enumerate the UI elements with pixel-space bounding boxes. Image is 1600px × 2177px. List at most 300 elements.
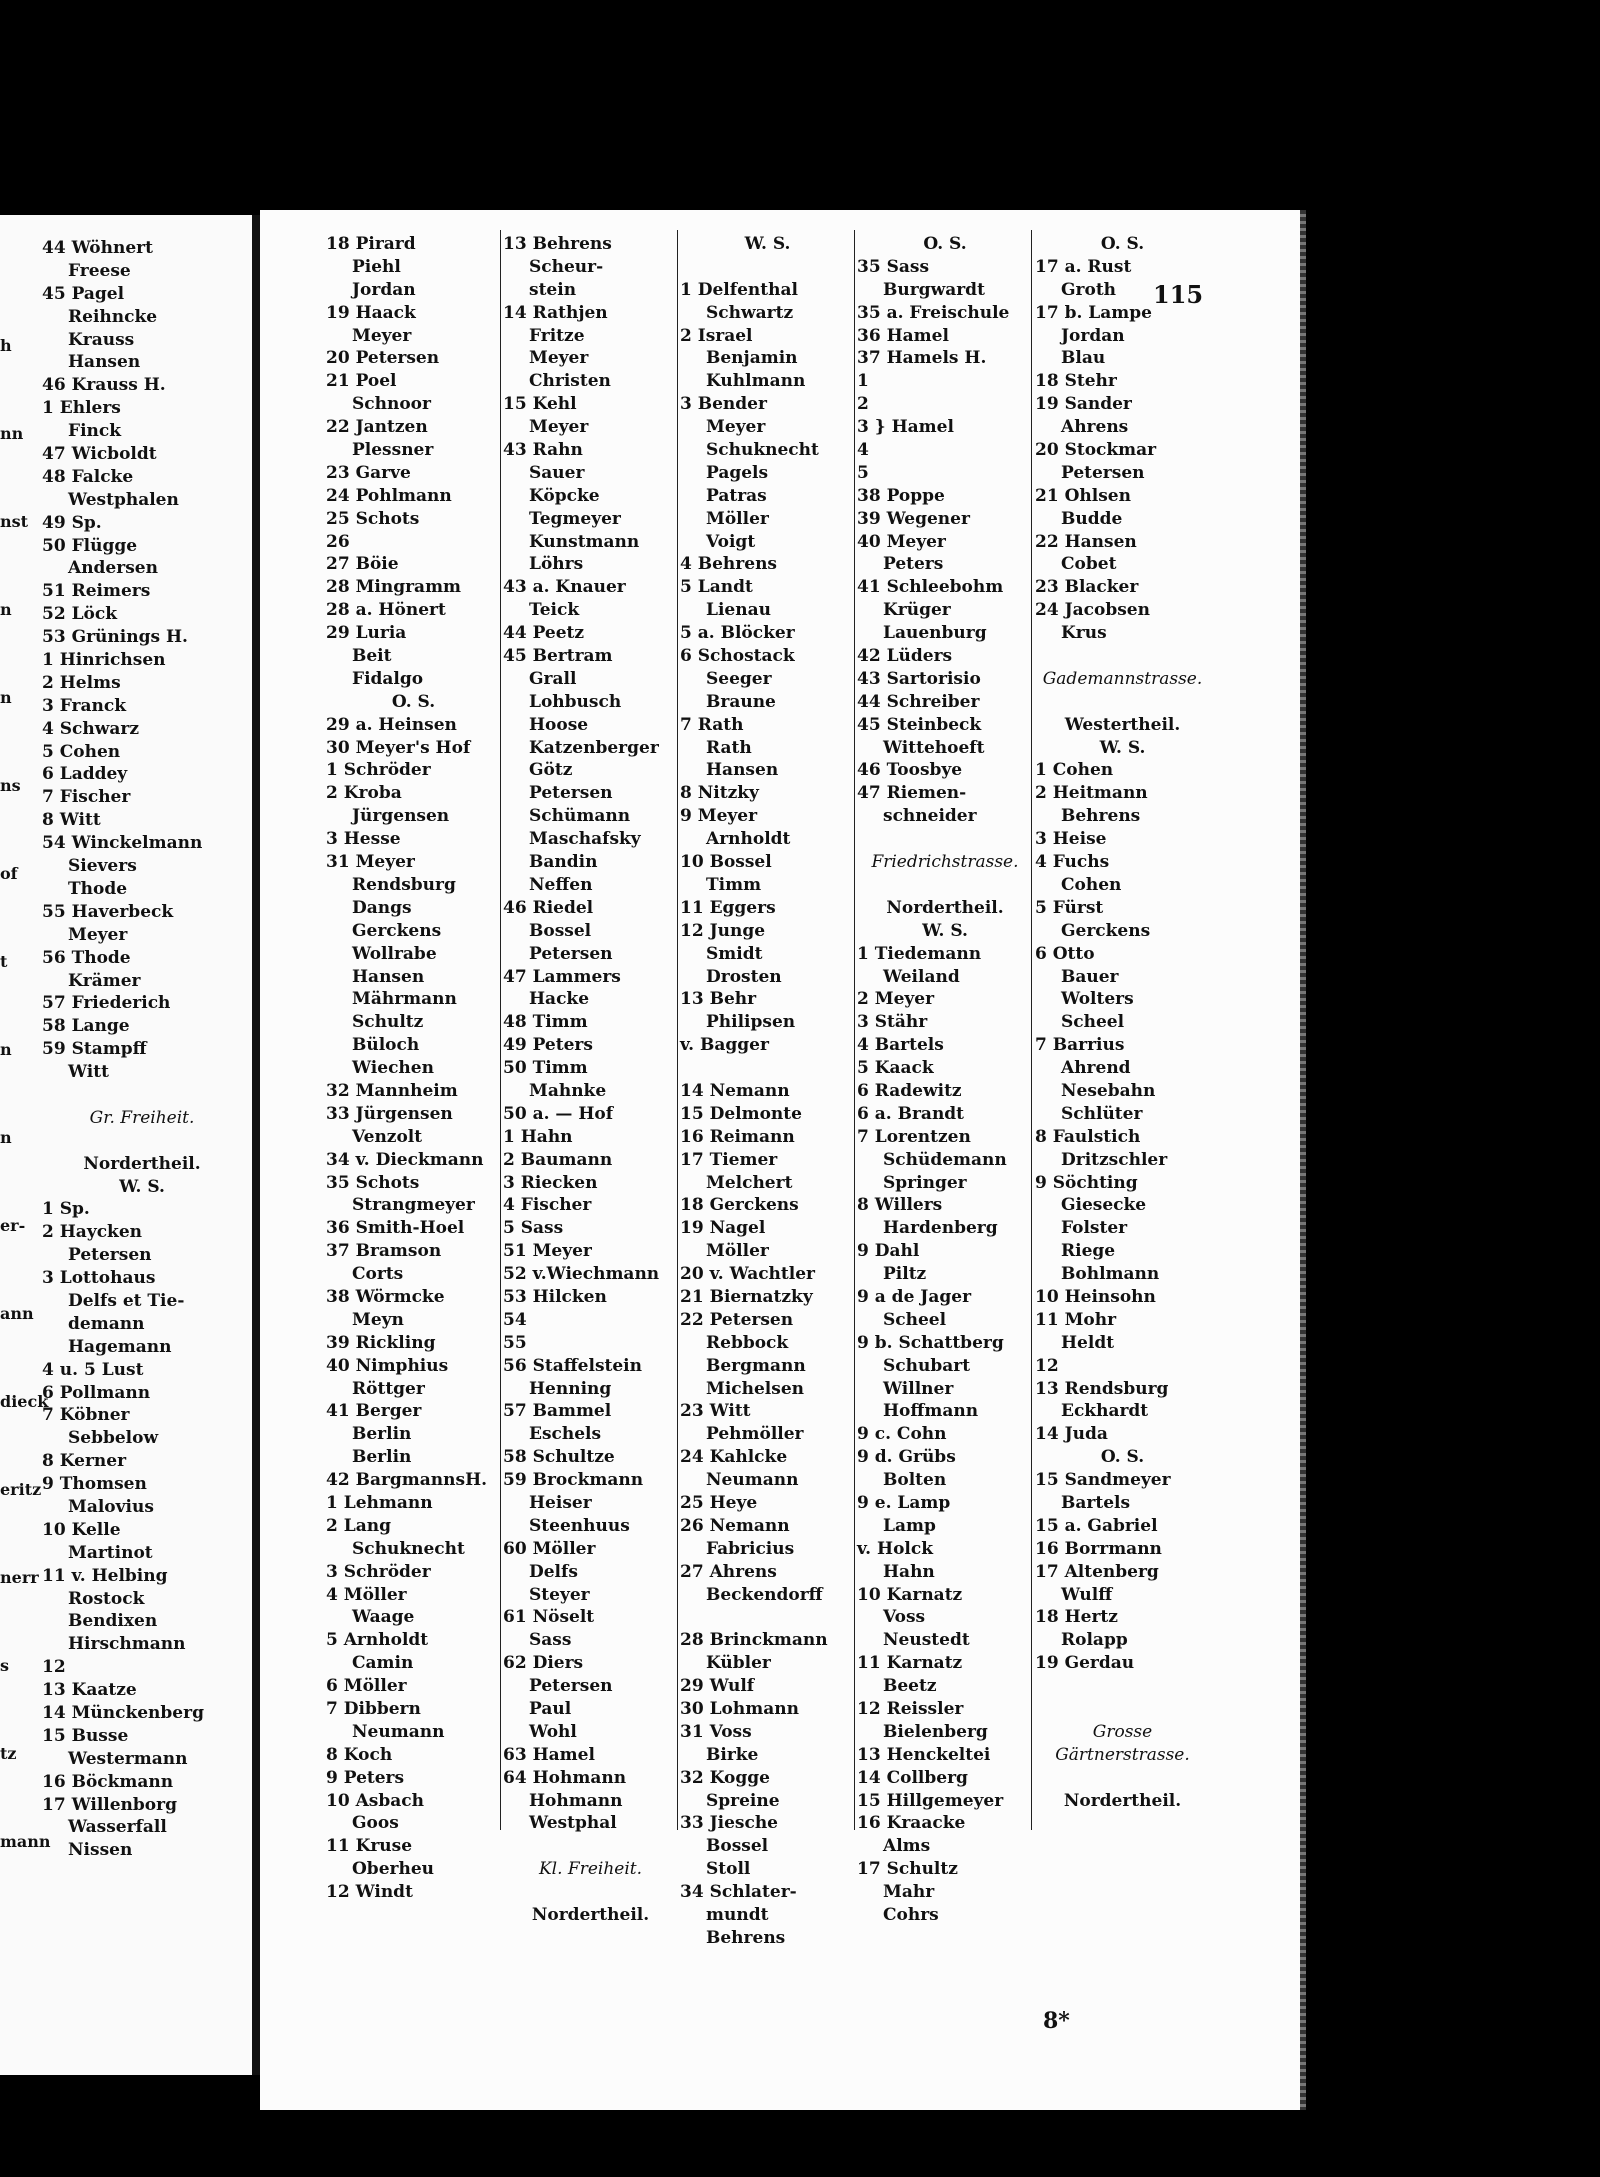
entry-line: 47 Riemen- <box>857 783 967 804</box>
entry-line: 39 Wegener <box>857 508 970 529</box>
entry-line: 7 Fischer <box>42 787 131 808</box>
entry-line: Katzenberger <box>529 737 659 758</box>
page-edge <box>1300 210 1306 2110</box>
entry-line: 2 Kroba <box>326 783 402 804</box>
fragment-text: mann <box>0 1832 51 1851</box>
entry-line: Martinot <box>68 1542 153 1563</box>
entry-line: W. S. <box>1099 737 1146 758</box>
entry-line: Petersen <box>529 1676 613 1697</box>
entry-line: Heldt <box>1061 1332 1115 1353</box>
entry-line: Kl. Freiheit. <box>538 1859 643 1880</box>
entry-line: Pagels <box>706 462 769 483</box>
entry-line: 22 Hansen <box>1035 531 1137 552</box>
entry-line: 13 Behr <box>680 989 757 1010</box>
entry-line: Scheel <box>1061 1012 1125 1033</box>
entry-line <box>42 1084 242 1107</box>
entry-line: 5 Fürst <box>1035 897 1104 918</box>
entry-line: 4 <box>857 440 869 461</box>
entry-line: Rostock <box>68 1588 145 1609</box>
entry-line: 48 Falcke <box>42 466 134 487</box>
entry-line: Birke <box>706 1744 759 1765</box>
entry-line: 46 Riedel <box>503 897 594 918</box>
entry-line: 13 Henckeltei <box>857 1744 991 1765</box>
fragment-text: er- <box>0 1216 26 1235</box>
entry-line: Beit <box>352 646 392 667</box>
entry-line: Witt <box>68 1062 109 1083</box>
entry-line: Gärtnerstrasse. <box>1055 1744 1190 1765</box>
entry-line: 22 Petersen <box>680 1309 794 1330</box>
entry-line: 8 Koch <box>326 1744 393 1765</box>
left-street-column <box>42 237 242 1862</box>
entry-line: 9 Thomsen <box>42 1474 147 1495</box>
entry-line: Meyer <box>529 417 589 438</box>
entry-line: Bendixen <box>68 1611 158 1632</box>
entry-line: 40 Nimphius <box>326 1355 449 1376</box>
entry-line: O. S. <box>1100 234 1145 254</box>
entry-line: Gerckens <box>1061 920 1151 941</box>
entry-line: 41 Berger <box>326 1401 422 1422</box>
entry-line: Berlin <box>352 1447 412 1468</box>
entry-line: 24 Jacobsen <box>1035 600 1150 621</box>
fragment-text: ns <box>0 776 21 795</box>
entry-line: 11 Mohr <box>1035 1309 1117 1330</box>
entry-line: Voss <box>883 1607 926 1628</box>
entry-line: 34 Schlater- <box>680 1882 797 1903</box>
entry-line: Weiland <box>883 966 960 987</box>
entry-line: Wulff <box>1061 1584 1113 1605</box>
entry-line: Benjamin <box>706 348 798 369</box>
entry-line: 63 Hamel <box>503 1744 595 1765</box>
entry-line: Folster <box>1061 1218 1128 1239</box>
entry-line: 17 Altenberg <box>1035 1561 1159 1582</box>
entry-line: Grall <box>529 668 577 689</box>
entry-line: mundt <box>706 1905 769 1926</box>
entry-line: 38 Wörmcke <box>326 1286 445 1307</box>
entry-line <box>503 1881 678 1904</box>
entry-line: Scheur- <box>529 256 604 277</box>
entry-line: Drosten <box>706 966 782 987</box>
entry-line: 1 Cohen <box>1035 760 1114 781</box>
entry-line: 55 Haverbeck <box>42 901 174 922</box>
entry-line: Hansen <box>68 352 141 373</box>
entry-line: Schubart <box>883 1355 971 1376</box>
entry-line: 2 Haycken <box>42 1222 143 1243</box>
entry-line <box>42 1130 242 1153</box>
entry-line: 27 Ahrens <box>680 1561 777 1582</box>
entry-line: 6 Laddey <box>42 764 128 785</box>
entry-line: Giesecke <box>1061 1195 1147 1216</box>
fragment-text: tz <box>0 1744 17 1763</box>
entry-line: 17 Schultz <box>857 1859 958 1880</box>
entry-line: 21 Poel <box>326 371 397 392</box>
entry-line: 20 v. Wachtler <box>680 1264 816 1285</box>
entry-line <box>503 1835 678 1858</box>
entry-line: Behrens <box>706 1927 786 1948</box>
entry-line: 9 Peters <box>326 1767 405 1788</box>
entry-line: 18 Stehr <box>1035 371 1117 392</box>
entry-line: 30 Lohmann <box>680 1699 799 1719</box>
entry-line: 8 Witt <box>42 810 101 831</box>
entry-line: W. S. <box>922 920 968 941</box>
entry-line: Dritzschler <box>1061 1149 1168 1170</box>
entry-line: Krus <box>1061 623 1107 644</box>
entry-line: 2 Lang <box>326 1515 391 1536</box>
entry-line: 14 Münckenberg <box>42 1703 204 1723</box>
entry-line: Bielenberg <box>883 1721 988 1742</box>
entry-line: Fritze <box>529 325 585 346</box>
entry-line: Neumann <box>706 1470 799 1491</box>
address-column-2 <box>503 233 678 1927</box>
signature-mark: 8* <box>1043 2008 1070 2034</box>
entry-line: v. Holck <box>857 1538 933 1559</box>
entry-line: 2 Israel <box>680 325 753 346</box>
entry-line: Hardenberg <box>883 1218 998 1239</box>
entry-line: Gr. Freiheit. <box>89 1107 195 1128</box>
entry-line: 13 Behrens <box>503 234 612 254</box>
entry-line: 37 Hamels H. <box>857 348 987 369</box>
entry-line: 59 Brockmann <box>503 1470 644 1491</box>
entry-line: Krämer <box>68 970 141 991</box>
entry-line: 23 Witt <box>680 1401 751 1422</box>
entry-line: 54 Winckelmann <box>42 833 203 854</box>
entry-line: Hahn <box>883 1561 935 1582</box>
entry-line: 3 Heise <box>1035 829 1107 850</box>
entry-line: Friedrichstrasse. <box>871 852 1019 873</box>
entry-line: 36 Smith-Hoel <box>326 1218 465 1239</box>
entry-line: 16 Reimann <box>680 1126 795 1147</box>
fragment-text: nst <box>0 512 29 531</box>
entry-line: Budde <box>1061 508 1123 529</box>
entry-line: 10 Bossel <box>680 852 772 873</box>
entry-line: Bolten <box>883 1470 947 1491</box>
entry-line: 51 Reimers <box>42 581 151 602</box>
entry-line: 16 Kraacke <box>857 1813 966 1834</box>
entry-line: 52 Löck <box>42 604 117 625</box>
entry-line: 3 Bender <box>680 394 767 415</box>
entry-line: 62 Diers <box>503 1653 584 1674</box>
entry-line: Piltz <box>883 1264 927 1285</box>
entry-line: 19 Gerdau <box>1035 1653 1135 1674</box>
entry-line: Schuknecht <box>352 1538 465 1559</box>
entry-line: Nissen <box>68 1840 133 1861</box>
entry-line: Eschels <box>529 1424 602 1445</box>
entry-line: Corts <box>352 1264 404 1285</box>
entry-line: Ahrens <box>1061 417 1129 438</box>
entry-line: 9 b. Schattberg <box>857 1332 1004 1353</box>
entry-line: 6 Otto <box>1035 943 1095 964</box>
entry-line: 9 d. Grübs <box>857 1447 956 1468</box>
entry-line: 1 <box>857 371 869 392</box>
entry-line: 18 Pirard <box>326 234 416 254</box>
entry-line: 44 Wöhnert <box>42 238 153 258</box>
entry-line: Voigt <box>706 531 756 552</box>
entry-line: Bossel <box>529 920 592 941</box>
fragment-text: n <box>0 688 12 707</box>
entry-line: 58 Lange <box>42 1016 130 1037</box>
entry-line: 33 Jiesche <box>680 1813 778 1834</box>
fragment-text: ann <box>0 1304 34 1323</box>
entry-line: Hoose <box>529 714 589 735</box>
entry-line: 6 Radewitz <box>857 1080 962 1101</box>
entry-line: Bergmann <box>706 1355 806 1376</box>
entry-line: schneider <box>883 806 977 827</box>
entry-line: Berlin <box>352 1424 412 1445</box>
entry-line: 2 Helms <box>42 672 121 693</box>
entry-line: 43 Sartorisio <box>857 668 981 689</box>
entry-line: 7 Rath <box>680 714 744 735</box>
entry-line: Henning <box>529 1378 612 1399</box>
entry-line: Wasserfall <box>68 1817 167 1838</box>
entry-line: Bossel <box>706 1836 769 1857</box>
entry-line: 1 Tiedemann <box>857 943 982 964</box>
entry-line: 5 Kaack <box>857 1058 934 1079</box>
entry-line: 5 Cohen <box>42 741 121 762</box>
entry-line: Waage <box>352 1607 415 1628</box>
fragment-text: t <box>0 952 8 971</box>
entry-line: Mahr <box>883 1882 935 1903</box>
entry-line: 19 Haack <box>326 302 416 323</box>
entry-line: Delfs <box>529 1561 578 1582</box>
entry-line: Rolapp <box>1061 1630 1128 1651</box>
entry-line: 12 <box>42 1657 66 1678</box>
entry-line: 36 Hamel <box>857 325 949 346</box>
entry-line: Thode <box>68 878 128 899</box>
entry-line: 9 Dahl <box>857 1241 920 1262</box>
left-margin-fragments <box>0 335 51 1919</box>
entry-line: Meyn <box>352 1309 404 1330</box>
entry-line: Eckhardt <box>1061 1401 1149 1422</box>
entry-line: 15 Hillgemeyer <box>857 1790 1004 1811</box>
entry-line: 45 Bertram <box>503 646 613 667</box>
entry-line: 8 Kerner <box>42 1451 127 1472</box>
entry-line: 1 Sp. <box>42 1199 90 1220</box>
entry-line: 7 Lorentzen <box>857 1126 971 1147</box>
entry-line: 28 a. Hönert <box>326 600 446 621</box>
entry-line: Steenhuus <box>529 1515 630 1536</box>
entry-line: 8 Willers <box>857 1195 943 1216</box>
entry-line: 31 Meyer <box>326 852 415 873</box>
entry-line: 5 Arnholdt <box>326 1630 429 1651</box>
entry-line: 60 Möller <box>503 1538 596 1559</box>
address-column-4 <box>857 233 1033 1927</box>
entry-line: 1 Delfenthal <box>680 279 798 300</box>
entry-line: 4 Fischer <box>503 1195 592 1216</box>
entry-line: 25 Heye <box>680 1492 758 1513</box>
entry-line: 3 Riecken <box>503 1172 598 1193</box>
entry-line: Reihncke <box>68 306 158 327</box>
entry-line: 4 Bartels <box>857 1035 944 1056</box>
entry-line: 39 Rickling <box>326 1332 436 1353</box>
entry-line: Schnoor <box>352 394 431 415</box>
entry-line: 14 Collberg <box>857 1767 968 1788</box>
entry-line <box>1035 645 1210 668</box>
entry-line: 12 Reissler <box>857 1699 964 1719</box>
entry-line: 5 Landt <box>680 577 753 598</box>
entry-line: Lienau <box>706 600 771 621</box>
entry-line: Petersen <box>1061 462 1145 483</box>
entry-line: 51 Meyer <box>503 1241 592 1262</box>
entry-line: Strangmeyer <box>352 1195 475 1216</box>
entry-line: 14 Nemann <box>680 1080 790 1101</box>
entry-line: Ahrend <box>1061 1058 1131 1079</box>
entry-line: 29 a. Heinsen <box>326 714 457 735</box>
entry-line: Westertheil. <box>1064 714 1181 735</box>
entry-line: 44 Peetz <box>503 623 585 644</box>
entry-line: 26 <box>326 531 350 552</box>
entry-line: Kunstmann <box>529 531 640 552</box>
entry-line: Petersen <box>529 783 613 804</box>
entry-line: Philipsen <box>706 1012 796 1033</box>
entry-line: 10 Heinsohn <box>1035 1286 1156 1307</box>
entry-line: Fidalgo <box>352 668 424 689</box>
entry-line: Groth <box>1061 279 1117 300</box>
entry-line: Blau <box>1061 348 1106 369</box>
entry-line: 3 Lottohaus <box>42 1268 156 1289</box>
entry-line: 4 Schwarz <box>42 718 139 739</box>
entry-line: Mährmann <box>352 989 457 1010</box>
entry-line <box>1035 1767 1210 1790</box>
entry-line: Arnholdt <box>706 829 791 850</box>
entry-line: Behrens <box>1061 806 1141 827</box>
entry-line: Grosse <box>1092 1721 1153 1742</box>
entry-line: 3 Hesse <box>326 829 401 850</box>
entry-line: Peters <box>883 554 944 575</box>
entry-line: v. Bagger <box>680 1035 769 1056</box>
entry-line: W. S. <box>119 1176 165 1197</box>
entry-line: Büloch <box>352 1035 420 1056</box>
entry-line: 6 Schostack <box>680 646 795 667</box>
entry-line: 61 Nöselt <box>503 1607 595 1628</box>
entry-line: Westphal <box>529 1813 617 1834</box>
entry-line: Hansen <box>352 966 425 987</box>
entry-line: 24 Pohlmann <box>326 485 452 506</box>
entry-line: Krüger <box>883 600 951 621</box>
entry-line: 56 Staffelstein <box>503 1355 643 1376</box>
entry-line: 15 a. Gabriel <box>1035 1515 1158 1536</box>
entry-line: Burgwardt <box>883 279 985 300</box>
entry-line: 9 Söchting <box>1035 1172 1138 1193</box>
entry-line: 19 Sander <box>1035 394 1132 415</box>
entry-line: Steyer <box>529 1584 590 1605</box>
entry-line: 7 Dibbern <box>326 1699 421 1719</box>
entry-line: Wiechen <box>352 1058 434 1079</box>
entry-line: Dangs <box>352 897 412 918</box>
entry-line: 24 Kahlcke <box>680 1447 788 1468</box>
entry-line: Fabricius <box>706 1538 795 1559</box>
entry-line: Schultz <box>352 1012 424 1033</box>
entry-line: 54 <box>503 1309 527 1330</box>
fragment-text: dieck <box>0 1392 49 1411</box>
entry-line: 9 Meyer <box>680 806 758 827</box>
entry-line: 59 Stampff <box>42 1039 147 1060</box>
entry-line: 5 Sass <box>503 1218 564 1239</box>
entry-line: Teick <box>529 600 580 621</box>
entry-line: 17 b. Lampe <box>1035 302 1152 323</box>
entry-line: 41 Schleebohm <box>857 577 1004 598</box>
entry-line: Braune <box>706 691 776 712</box>
entry-line: Oberheu <box>352 1859 435 1880</box>
entry-line: 32 Mannheim <box>326 1080 458 1101</box>
entry-line: 55 <box>503 1332 527 1353</box>
entry-line: 21 Ohlsen <box>1035 485 1131 506</box>
entry-line: 9 a de Jager <box>857 1286 972 1307</box>
column-divider <box>1031 230 1032 1830</box>
entry-line: Wolters <box>1061 989 1134 1010</box>
entry-line: 9 e. Lamp <box>857 1492 951 1513</box>
entry-line: 50 a. — Hof <box>503 1103 614 1124</box>
entry-line: Heiser <box>529 1492 592 1513</box>
entry-line: Hoffmann <box>883 1401 979 1422</box>
entry-line <box>680 1606 855 1629</box>
entry-line: 25 Schots <box>326 508 420 529</box>
entry-line: 16 Borrmann <box>1035 1538 1162 1559</box>
entry-line: Westermann <box>68 1748 188 1769</box>
entry-line: 35 Schots <box>326 1172 420 1193</box>
entry-line: Jürgensen <box>352 806 450 827</box>
fragment-text: nerr <box>0 1568 39 1587</box>
entry-line: 14 Rathjen <box>503 302 608 323</box>
entry-line: 5 <box>857 462 869 483</box>
entry-line: 31 Voss <box>680 1721 752 1742</box>
entry-line: 27 Böie <box>326 554 399 575</box>
entry-line: Smidt <box>706 943 763 964</box>
entry-line: 35 a. Freischule <box>857 302 1010 323</box>
entry-line: Schümann <box>529 806 631 827</box>
entry-line: 2 <box>857 394 869 415</box>
entry-line: Möller <box>706 508 769 529</box>
entry-line: Bandin <box>529 852 598 873</box>
entry-line: Meyer <box>529 348 589 369</box>
entry-line: 3 Schröder <box>326 1561 431 1582</box>
entry-line: W. S. <box>744 234 791 254</box>
entry-line: 22 Jantzen <box>326 417 428 438</box>
entry-line: 57 Bammel <box>503 1401 612 1422</box>
entry-line: 15 Kehl <box>503 394 577 415</box>
entry-line: Venzolt <box>352 1126 423 1147</box>
entry-line: 34 v. Dieckmann <box>326 1149 484 1170</box>
address-column-1 <box>326 233 501 1904</box>
entry-line: 9 c. Cohn <box>857 1424 947 1445</box>
entry-line: Wohl <box>529 1721 577 1742</box>
entry-line: 49 Peters <box>503 1035 593 1056</box>
entry-line: Patras <box>706 485 767 506</box>
entry-line <box>1035 1675 1210 1698</box>
entry-line: Springer <box>883 1172 967 1193</box>
entry-line: Spreine <box>706 1790 780 1811</box>
entry-line: Krauss <box>68 329 135 350</box>
entry-line: 29 Wulf <box>680 1676 755 1697</box>
entry-line: 17 Tiemer <box>680 1149 778 1170</box>
entry-line: 45 Steinbeck <box>857 714 982 735</box>
entry-line: 4 u. 5 Lust <box>42 1359 144 1380</box>
entry-line: Petersen <box>68 1245 152 1266</box>
entry-line: 20 Stockmar <box>1035 440 1157 461</box>
entry-line: Köpcke <box>529 485 600 506</box>
entry-line: 17 Willenborg <box>42 1794 177 1815</box>
entry-line: 46 Toosbye <box>857 760 963 781</box>
entry-line: 28 Brinckmann <box>680 1630 828 1651</box>
entry-line: 5 a. Blöcker <box>680 623 795 644</box>
entry-line: 1 Schröder <box>326 760 431 781</box>
entry-line: Timm <box>706 874 762 895</box>
entry-line: 6 Pollmann <box>42 1382 151 1403</box>
right-page <box>260 210 1300 2110</box>
fragment-text: nn <box>0 424 24 443</box>
entry-line: 56 Thode <box>42 947 131 968</box>
entry-line: Nordertheil. <box>1063 1790 1182 1811</box>
entry-line: Wittehoeft <box>883 737 985 758</box>
entry-line: Neffen <box>529 874 593 895</box>
